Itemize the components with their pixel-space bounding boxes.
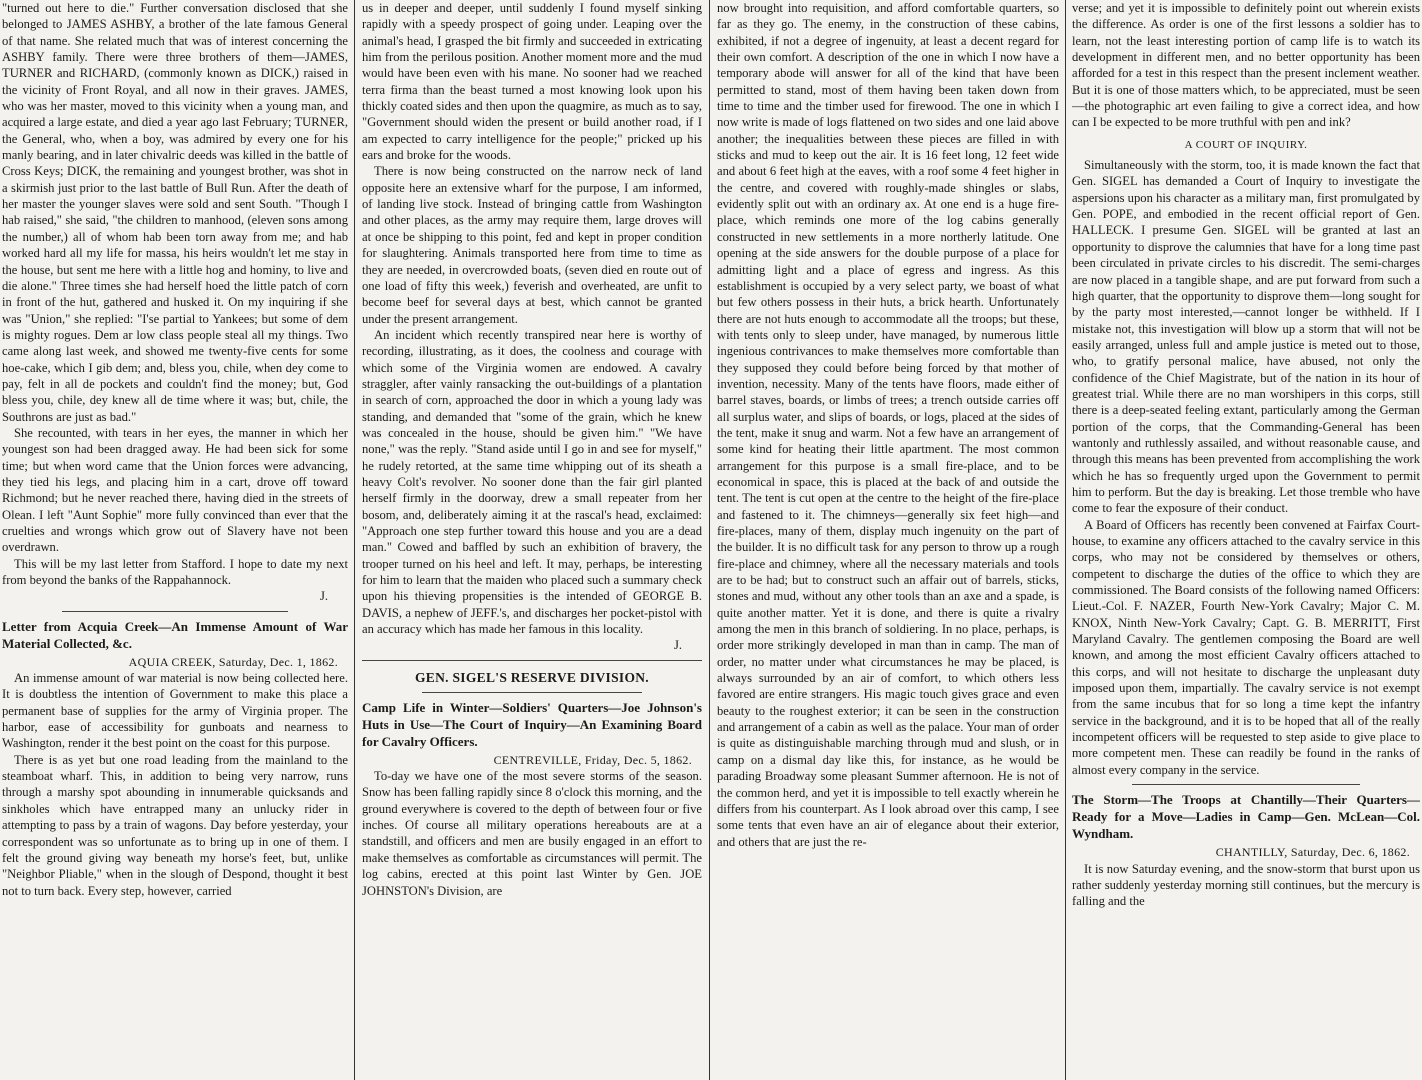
paragraph: "turned out here to die." Further conversation disclosed that she belonged to JAMES ASHBY, a brother of the late famous General of that name. She related much that was of interest concerning the ASHBY family. There were three brothers of them—JAMES, TURNER and RICHARD, (commonly known as DICK,) raised in the vicinity of Front Royal, and all now in their graves. JAMES, who was her master, moved to this vicinity when a young man, and acquired a large estate, and died a year ago last February; TURNER, the General, who, when a boy, was admired by every one for his manly bearing, and in later chivalric deeds was killed in the battle of Cross Keys; DICK, the remaining and youngest brother, was shot in a skirmish just prior to the last battle of Bull Run. After the death of her master the younger slaves were sold and sent South. "Though I hab raised," she said, "the children to manhood, (eleven sons among the number,) all of whom hab been torn away from me; and hab worked hard all my life for massa, his heirs wouldn't let me stay in the house, but sent me here with a little hog and hominy, to live and die alone." Three times she had herself hoed the little patch of corn in front of the hut, gathered and husked it. On my inquiring if she was "Union," she replied: "I'se partial to Yankees; but some of dem is mighty rogues. Dem ar low class people steal all my things. Two came along last week, and showed me twenty-five cents for some hoe-cake, which I gib dem; and, bless you, chile, when dey come to pay, felt in all de pockets and couldn't find the money; but, God bless you, chile, dey knew all de time where it was; but, chile, the Southrons are just as bad." <box>2 1 348 424</box>
paragraph: It is now Saturday evening, and the snow-storm that burst upon us rather suddenly yesterday morning still continues, but the mercury is falling and the <box>1072 861 1420 909</box>
paragraph: This will be my last letter from Stafford. I hope to date my next from beyond the banks of the Rappahannock. <box>2 556 348 588</box>
dateline: AQUIA CREEK, Saturday, Dec. 1, 1862. <box>128 654 338 669</box>
paragraph: To-day we have one of the most severe storms of the season. Snow has been falling rapidly since 8 o'clock this morning, and the ground everywhere is covered to the depth of between four or five inches. Of course all military operations hereabouts are at a standstill, and officers and men are busily engaged in an effort to make themselves as comfortable as circumstances will permit. The log cabins, erected at this point last Winter by Gen. JOE JOHNSTON's Division, are <box>362 769 702 898</box>
signature: J. <box>319 589 328 604</box>
paragraph: Simultaneously with the storm, too, it is made known the fact that Gen. SIGEL has demanded a Court of Inquiry to investigate the aspersions upon his character as a military man, first promulgated by Gen. POPE, and embodied in the recent official report of Gen. HALLECK. I presume Gen. SIGEL will be granted at last an opportunity to disprove the calumnies that have for a long time past been circulated in private circles to his discredit. The semi-charges are now placed in a tangible shape, and are put forward from such a high quarter, that the opportunity to disprove them—long sought for by the party most interested,—cannot longer be withheld. If I mistake not, this investigation will blow up a storm that will not be easily arranged, unless full and ample justice is meted out to those, who, to gratify personal malice, have abused, not only the confidence of the Chief Magistrate, but of the nation in its hour of greatest trial. While there are no man worshipers in this corps, still there is a deep-seated feeling extant, particularly among the German portion of the corps, that the Commanding-General has been wantonly and ruthlessly assailed, and without reasonable cause, and through this means has been prevented from accomplishing the work which he has so frequently urged upon the Government to permit him to perform. But the day is breaking. Let those tremble who have come to fear the exposure of their conduct. <box>1072 158 1420 516</box>
paragraph: verse; and yet it is impossible to definitely point out wherein exists the difference. As order is one of the first lessons a soldier has to learn, not the least interesting portion of camp life is to watch its development in different men, and no better opportunity has been afforded for a test in this respect than the present inclement weather. But it is one of those matters which, to be appreciated, must be seen—the photographic art even failing to give a correct idea, and how can I be expected to be more truthful with pen and ink? <box>1072 1 1420 130</box>
section-title: A COURT OF INQUIRY. <box>1184 138 1308 151</box>
article-subheading: Camp Life in Winter—Soldiers' Quarters—Joe Johnson's Huts in Use—The Court of Inquiry—An Examining Board for Cavalry Officers. <box>362 699 702 749</box>
dateline: CENTREVILLE, Friday, Dec. 5, 1862. <box>493 752 692 767</box>
column-1 <box>2 0 348 1080</box>
paragraph: An incident which recently transpired near here is worthy of recording, illustrating, as it does, the coolness and courage with which some of the Virginia women are endowed. A cavalry straggler, after vainly ransacking the out-buildings of a plantation in search of corn, approached the door in which a young lady was standing, and demanded that "some of the grain, which he knew was concealed in the house, should be given him." "We have none," was the reply. "Stand aside until I go in and see for myself," he rudely retorted, at the same time whipping out of its sheath a heavy Colt's revolver. No sooner done than the fair girl planted herself firmly in the doorway, drew a small repeater from her bosom, and, deliberately aiming it at the rascal's head, exclaimed: "Approach one step further toward this house and you are a dead man." Cowed and baffled by such an exhibition of bravery, the trooper turned on his heel and left. It may, perhaps, be interesting for him to learn that the maiden who placed such a summary check upon his thieving propensities is the intended of GEORGE B. DAVIS, a nephew of JEFF.'s, and discharges her pocket-pistol with an accuracy which has made her famous in this locality. <box>362 327 702 637</box>
article-heading: Letter from Acquia Creek—An Immense Amount of War Material Collected, &c. <box>2 618 348 651</box>
article-heading: The Storm—The Troops at Chantilly—Their Quarters—Ready for a Move—Ladies in Camp—Gen. McLean—Col. Wyndham. <box>1072 792 1420 842</box>
divider <box>422 692 642 693</box>
paragraph: She recounted, with tears in her eyes, the manner in which her youngest son had been dragged away. He had been sick for some time; but when word came that the Union forces were advancing, they tied his legs, and placing him in a cart, drove off toward Richmond; but he never reached there, having died in the streets of Olean. I left "Aunt Sophie" more fully convinced than ever that the cruelties and wrongs which grow out of Slavery have not been overdrawn. <box>2 425 348 555</box>
section-heading: GEN. SIGEL'S RESERVE DIVISION. <box>415 669 649 685</box>
paragraph: There is now being constructed on the narrow neck of land opposite here an extensive wharf for the purpose, I am informed, of landing live stock. Instead of bringing cattle from Washington and other places, as the army may require them, large droves will at once be shipping to this point, fed and kept in proper condition for slaughtering. Animals transported here from time to time as they are needed, in overcrowded boats, (seven died en route out of one load of fifty this week,) feverish and overheated, are unfit to become beef for several days at best, which cannot be granted under the present arrangement. <box>362 164 702 326</box>
column-3 <box>717 0 1059 1080</box>
paragraph: An immense amount of war material is now being collected here. It is doubtless the intention of Government to make this place a permanent base of supplies for the army of Virginia proper. The harbor, ease of accessibility for gunboats and nearness to Washington, render it the best point on the coast for this purpose. <box>2 671 348 751</box>
column-4 <box>1072 0 1420 1080</box>
divider <box>62 611 288 612</box>
paragraph: A Board of Officers has recently been convened at Fairfax Court-house, to examine any officers attached to the cavalry service in this corps, who may not be considered by themselves or others, competent to discharge the duties of the office to which they are commissioned. The Board consists of the following named Officers: Lieut.-Col. F. NAZER, Fourth New-York Cavalry; Major C. M. KNOX, Ninth New-York Cavalry; Capt. G. B. MERRITT, First Maryland Cavalry. The gentlemen composing the Board are well known, and among the most efficient Cavalry officers attached to this corps, and will not hesitate to discharge the unpleasant duty imposed upon them, impartially. The cavalry service is not exempt from the same incubus that for so long a time kept the infantry service in the background, and it is to be hoped that all of the really incompetent officers will be requested to step aside to give place to more competent men. These can readily be found in the ranks of almost every company in the service. <box>1072 517 1420 777</box>
dateline: CHANTILLY, Saturday, Dec. 6, 1862. <box>1215 845 1410 860</box>
column-rule <box>354 0 355 1080</box>
column-rule <box>1065 0 1066 1080</box>
divider <box>1132 784 1360 785</box>
column-rule <box>709 0 710 1080</box>
paragraph: There is as yet but one road leading from the mainland to the steamboat wharf. This, in addition to being very narrow, runs through a marshy spot abounding in innumerable quicksands and sinkholes which have entrapped many an unlucky rider in attempting to pass by a train of wagons. Day before yesterday, your correspondent was so unfortunate as to bring up in one of them. I felt the ground giving way beneath my horse's feet, but, unlike "Neighbor Pliable," when in the slough of Despond, thought it best not to turn back. Every step, however, carried <box>2 752 348 898</box>
signature: J. <box>673 638 682 653</box>
column-2 <box>362 0 702 1080</box>
paragraph: now brought into requisition, and afford comfortable quarters, so far as they go. The enemy, in the construction of these cabins, exhibited, if not a degree of ingenuity, at least a decent regard for their own comfort. A description of the one in which I now have a temporary abode will answer for all of the kind that have been permitted to stand, most of them having been taken down from time to time and the timber used for firewood. The one in which I now write is made of logs flattened on two sides and one laid above another; the inequalities between these pieces are filled in with sticks and mud to keep out the air. It is 16 feet long, 12 feet wide and about 6 feet high at the eaves, with a roof some 4 feet higher in the centre, and covered with roughly-made shingles or slabs, evidently split out with an ordinary ax. At one end is a huge fire-place, which reminds one more of the log cabins generally constructed in new settlements in a more northerly latitude. One opening at the side answers for the double purpose of a place for admitting light and a place of egress and ingress. As this establishment is occupied by a very select party, we boast of what but few others possess in their huts, a brick hearth. Unfortunately there are not huts enough to accommodate all the troops; but these, with tents only to sleep under, have managed, by numerous little ingenious contrivances to make themselves more comfortable than they supposed they could before being forced by that mother of invention, necessity. Many of the tents have floors, made either of barrel staves, boards, or limbs of trees; a trench outside carries off all surplus water, and slips of boards, or logs, placed at the sides of the tent, make it snug and warm. Not a few have an arrangement of some kind for heating their little apartment. The most common arrangement for this purpose is a small fire-place, and to be economical in space, this is placed at the back of and outside the tent. The tent is cut open at the centre to the height of the fire-place and fastened to it. The chimneys—generally six feet high—and fire-places, many of them, display much ingenuity on the part of the builder. It is no difficult task for any person to throw up a rough fire-place and chimney, where all the necessary materials and tools are to be had; but to construct such an affair out of barrels, sticks, stones and mud, without any other tools than an axe and a spade, is quite another matter. Yet it is done, and there is quite a rivalry among the men in this branch of soldiering. In no place, perhaps, is order more strikingly developed in man than in camp. The man of order, no matter under what circumstances he may be placed, is always surrounded by an air of comfort, to which others less favored are entire strangers. His magic touch gives grace and even beauty to the roughest exterior; it can be seen in the construction and arrangement of a cabin as well as the palace. Your man of order is quite as distinguishable marching through mud and slush, or in camp on a dismal day like this, for instance, as he would be parading Broadway some pleasant Summer afternoon. He is not of the common herd, and yet it is impossible to tell exactly wherein he differs from his counterpart. As I look abroad over this camp, I see some tents that even have an air of elegance about their exterior, and others that are just the re- <box>717 1 1059 849</box>
paragraph: us in deeper and deeper, until suddenly I found myself sinking rapidly with a speedy prospect of going under. Leaping over the animal's head, I grasped the bit firmly and succeeded in extricating him from the perilous position. Another moment more and the mud would have been even with his mane. No sooner had we reached terra firma than the beast turned a most knowing look upon his thickly coated sides and then upon the quagmire, as much as to say, "Government should widen the present or build another road, if I am expected to carry intelligence for the people;" pricked up his ears and broke for the woods. <box>362 1 702 163</box>
divider <box>362 660 702 661</box>
